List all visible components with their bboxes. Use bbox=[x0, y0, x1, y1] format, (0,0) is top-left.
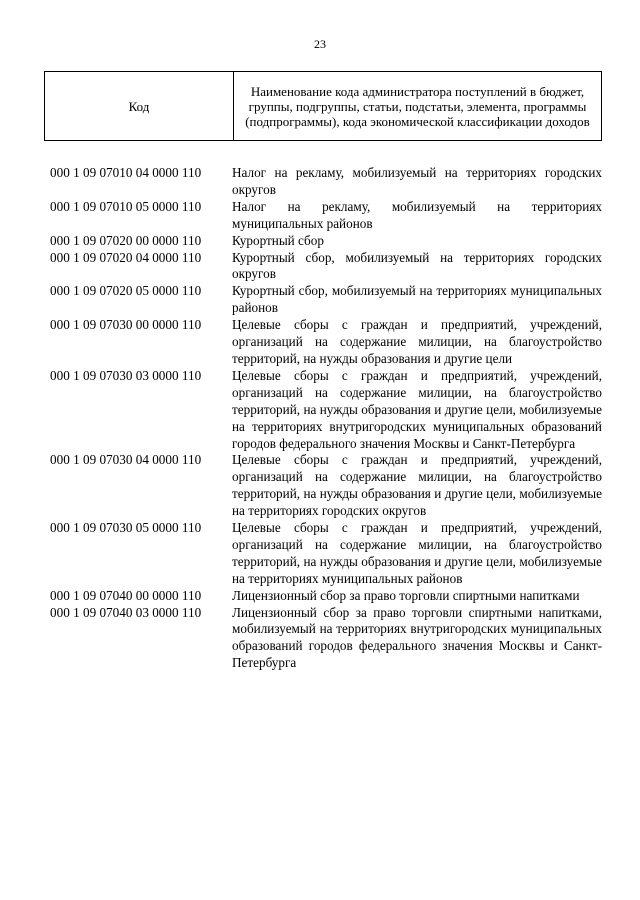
row-name: Лицензионный сбор за право торговли спиртными напитками, мобилизуемый на территориях внутригородских муниципальных образований городов федерального значения Москвы и Санкт-Петербурга bbox=[232, 604, 602, 671]
table-row bbox=[50, 520, 602, 588]
table-row bbox=[50, 605, 602, 673]
table-row bbox=[50, 250, 602, 284]
table-row bbox=[50, 452, 602, 520]
row-code: 000 1 09 07010 05 0000 110 bbox=[50, 198, 202, 214]
row-code: 000 1 09 07030 03 0000 110 bbox=[50, 367, 202, 383]
row-code: 000 1 09 07030 00 0000 110 bbox=[50, 317, 202, 333]
row-code: 000 1 09 07010 04 0000 110 bbox=[50, 165, 202, 180]
row-name: Лицензионный сбор за право торговли спиртными напитками bbox=[232, 587, 580, 603]
table-row bbox=[50, 165, 602, 199]
row-name: Курортный сбор, мобилизуемый на территориях муниципальных районов bbox=[232, 283, 602, 316]
page-number: 23 bbox=[314, 37, 326, 51]
row-code: 000 1 09 07030 04 0000 110 bbox=[50, 452, 202, 468]
row-code: 000 1 09 07020 00 0000 110 bbox=[50, 232, 202, 248]
row-name: Налог на рекламу, мобилизуемый на территориях городских округов bbox=[232, 165, 602, 197]
table-row bbox=[50, 588, 602, 605]
table-row bbox=[50, 199, 602, 233]
row-name: Налог на рекламу, мобилизуемый на территориях муниципальных районов bbox=[232, 198, 602, 231]
header-code-label: Код bbox=[45, 72, 234, 141]
row-name: Целевые сборы с граждан и предприятий, учреждений, организаций на содержание милиции, на благоустройство территорий, на нужды образования и другие цели bbox=[232, 317, 602, 366]
table-row bbox=[50, 233, 602, 250]
row-name: Целевые сборы с граждан и предприятий, учреждений, организаций на содержание милиции, на благоустройство территорий, на нужды образования и другие цели, мобилизуемые на территориях муниципальных районов bbox=[232, 520, 602, 586]
row-code: 000 1 09 07020 05 0000 110 bbox=[50, 283, 202, 299]
row-name: Целевые сборы с граждан и предприятий, учреждений, организаций на содержание милиции, на благоустройство территорий, на нужды образования и другие цели, мобилизуемые на территориях городских округов bbox=[232, 452, 602, 519]
table-header bbox=[44, 71, 602, 141]
header-name-label: Наименование кода администратора поступлений в бюджет, группы, подгруппы, статьи, подстатьи, элемента, программы (подпрограммы), кода экономической классификации доходов bbox=[234, 72, 602, 141]
row-name: Целевые сборы с граждан и предприятий, учреждений, организаций на содержание милиции, на благоустройство территорий, на нужды образования и другие цели, мобилизуемые на территориях внутригородских муниципальных образований городов федерального значения Москвы и Санкт-Петербурга bbox=[232, 367, 602, 451]
row-code: 000 1 09 07030 05 0000 110 bbox=[50, 520, 202, 536]
table-row bbox=[50, 283, 602, 317]
row-code: 000 1 09 07040 03 0000 110 bbox=[50, 604, 202, 620]
row-name: Курортный сбор bbox=[232, 232, 324, 248]
row-code: 000 1 09 07040 00 0000 110 bbox=[50, 587, 202, 603]
row-code: 000 1 09 07020 04 0000 110 bbox=[50, 249, 202, 265]
table-row bbox=[50, 368, 602, 453]
row-name: Курортный сбор, мобилизуемый на территориях городских округов bbox=[232, 249, 602, 282]
table-row bbox=[50, 317, 602, 368]
classification-list bbox=[50, 165, 602, 672]
